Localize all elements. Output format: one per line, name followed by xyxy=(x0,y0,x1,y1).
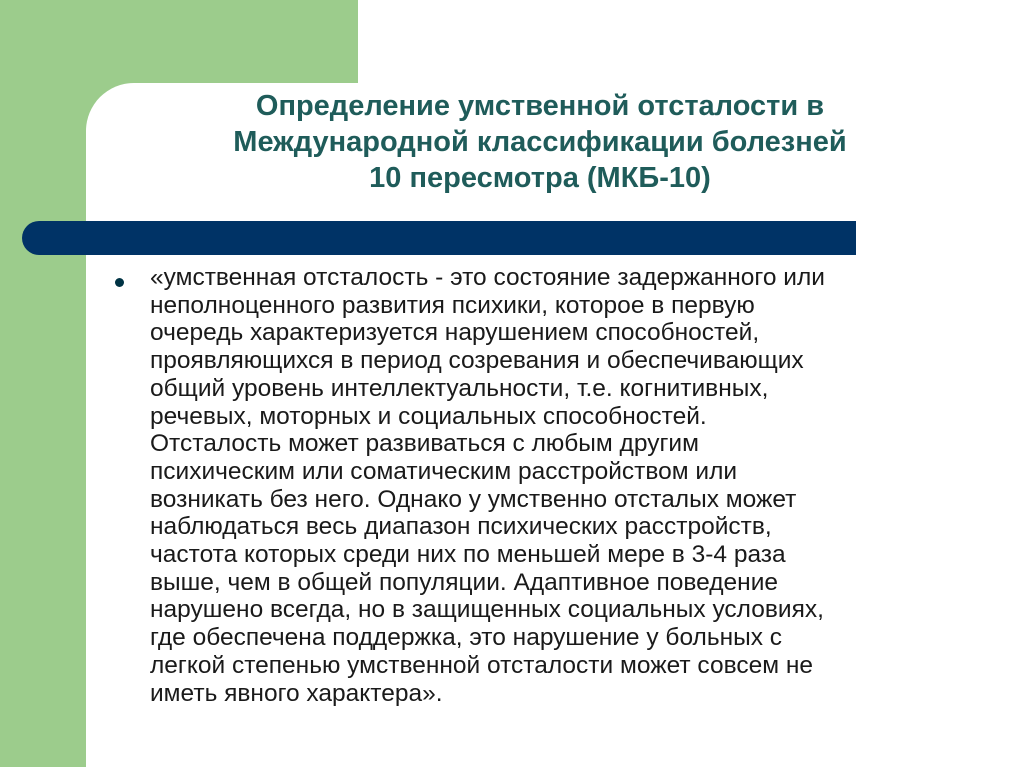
paragraph-line: психическим или соматическим расстройством или xyxy=(150,457,738,485)
paragraph-line: общий уровень интеллектуальности, т.е. когнитивных, xyxy=(150,374,769,402)
paragraph-line: легкой степенью умственной отсталости может совсем не xyxy=(150,651,814,679)
bullet-dot-icon xyxy=(115,278,124,287)
title-line-1: Определение умственной отсталости в xyxy=(255,90,825,122)
title-divider-bar xyxy=(22,221,856,255)
paragraph-line: Отсталость может развиваться с любым другим xyxy=(150,430,699,458)
paragraph-line: иметь явного характера». xyxy=(150,679,443,707)
paragraph-line: наблюдаться весь диапазон психических расстройств, xyxy=(150,513,772,541)
paragraph-line: нарушено всегда, но в защищенных социальных условиях, xyxy=(150,596,824,624)
title-line-2: Международной классификации болезней xyxy=(233,126,847,158)
paragraph-line: «умственная отсталость - это состояние задержанного или xyxy=(150,264,825,291)
slide-title xyxy=(140,88,940,196)
paragraph-line: неполноценного развития психики, которое в первую xyxy=(150,291,755,319)
paragraph-line: проявляющихся в период созревания и обеспечивающих xyxy=(150,347,804,375)
paragraph-line: возникать без него. Однако у умственно отсталых может xyxy=(150,485,797,513)
paragraph-line: выше, чем в общей популяции. Адаптивное поведение xyxy=(150,568,779,596)
paragraph-line: речевых, моторных и социальных способностей. xyxy=(150,402,707,430)
paragraph-line: частота которых среди них по меньшей мере в 3-4 раза xyxy=(150,541,786,569)
paragraph-line: очередь характеризуется нарушением способностей, xyxy=(150,319,760,347)
title-line-3: 10 пересмотра (МКБ-10) xyxy=(369,162,711,194)
definition-paragraph xyxy=(150,264,990,707)
paragraph-line: где обеспечена поддержка, это нарушение у больных с xyxy=(150,624,783,652)
